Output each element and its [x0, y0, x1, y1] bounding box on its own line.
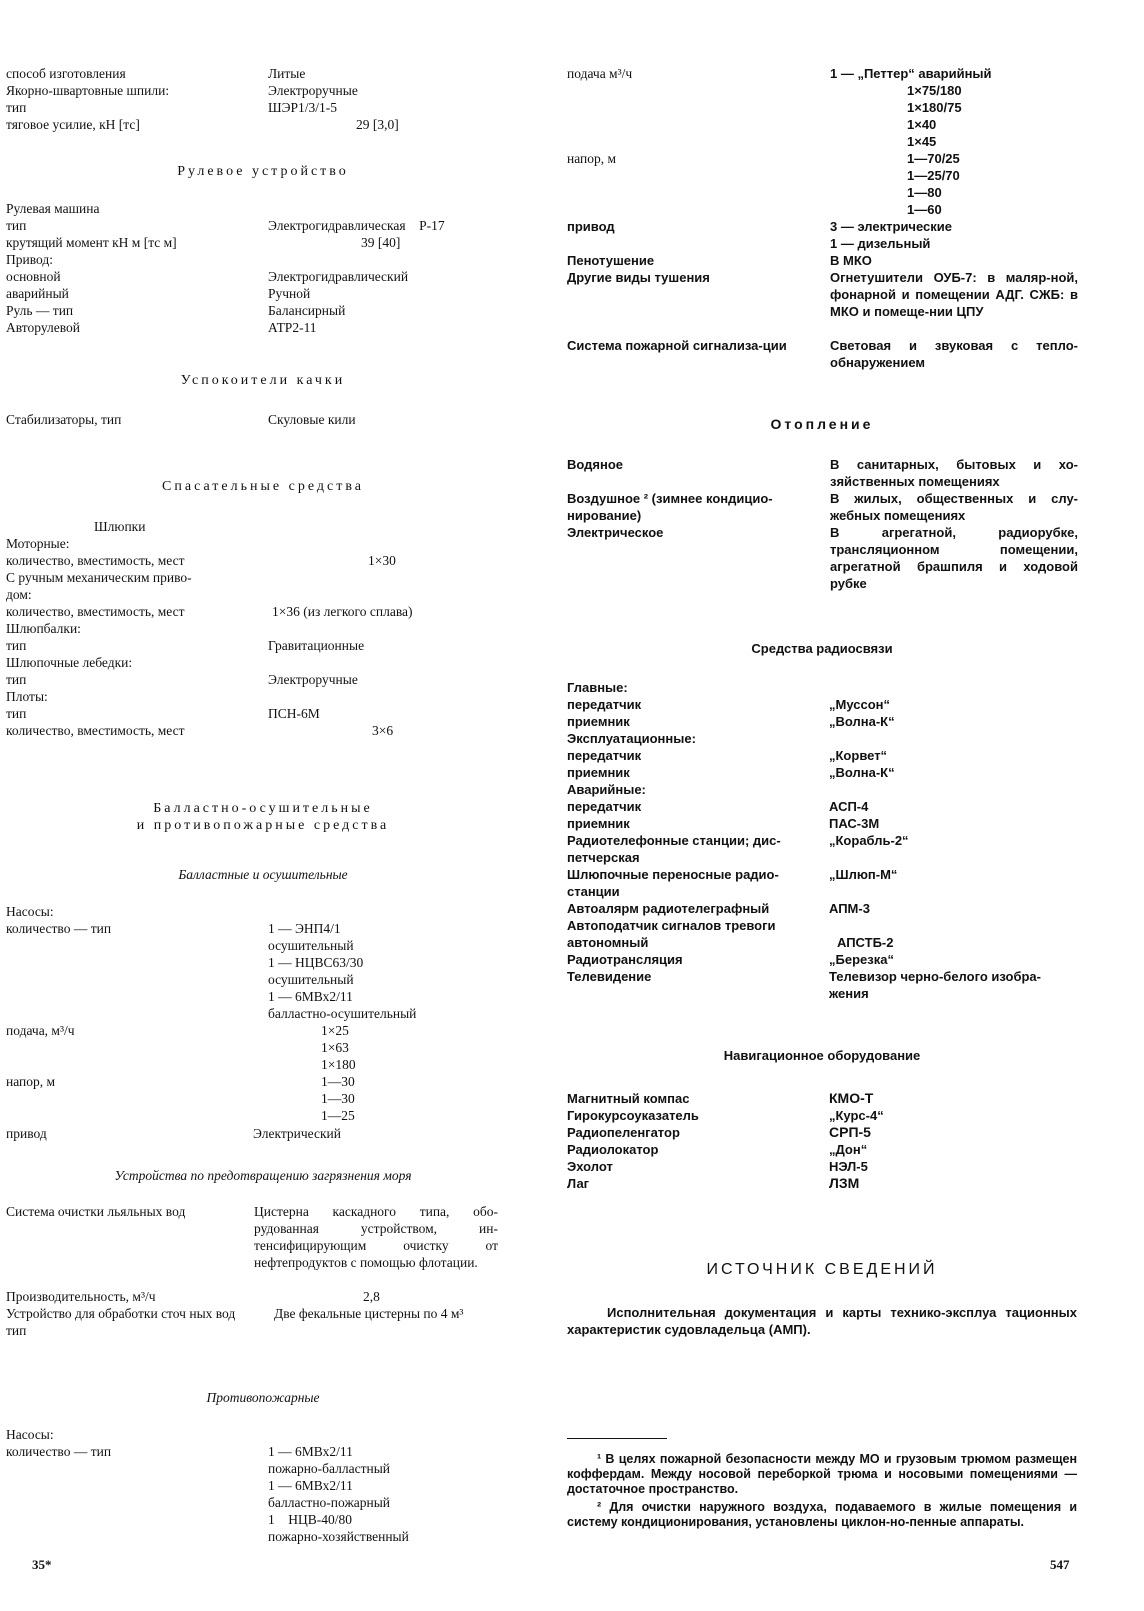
row-label: С ручным механическим приво- [6, 570, 192, 585]
supply-line: 1 — „Петтер“ аварийный [830, 66, 992, 81]
row-label: Лаг [567, 1176, 590, 1191]
row-value: Две фекальные цистерны по 4 м³ [274, 1306, 464, 1321]
row [567, 968, 1077, 985]
row-value: 1×30 [368, 553, 396, 568]
row-value: „Корвет“ [829, 748, 888, 763]
row-value: „Волна-К“ [829, 765, 895, 780]
row-value: „Волна-К“ [829, 714, 895, 729]
row [6, 319, 520, 336]
row-label: приемник [567, 816, 630, 831]
row-label: Эхолот [567, 1159, 613, 1174]
supply-line: 1×45 [907, 134, 937, 149]
row-value: Балансирный [268, 303, 346, 318]
row-value: Цистерна каскадного типа, обо-рудованная устройством, ин-тенсифицирующим очистку от нефтепродуктов с помощью флотации. [254, 1204, 498, 1270]
row-fire-supply [567, 65, 1077, 149]
row [567, 985, 1077, 1002]
pump-line: 1 — ЭНП4/1 [268, 921, 341, 936]
footnote-rule [567, 1438, 667, 1439]
section-heading-source: ИСТОЧНИК СВЕДЕНИЙ [706, 1261, 938, 1278]
row-value: 29 [3,0] [356, 117, 399, 132]
row-label: Другие виды тушения [567, 270, 710, 285]
row [6, 586, 520, 603]
pump-line: 1 — НЦВС63/30 [268, 955, 364, 970]
row [6, 552, 520, 569]
row-value: СРП-5 [829, 1124, 871, 1140]
row [6, 217, 520, 234]
page-number-right: 547 [1050, 1557, 1070, 1572]
row-label: тип [6, 672, 27, 687]
pump-line: 1 — 6МВх2/11 [268, 1478, 353, 1493]
row-label: тип [6, 638, 27, 653]
row-label: передатчик [567, 748, 642, 763]
row-sewage [6, 1305, 520, 1338]
head-line: 1—70/25 [907, 151, 960, 166]
row-value: Электроручные [268, 83, 358, 98]
pump-line: пожарно-балластный [268, 1461, 391, 1476]
row [6, 302, 520, 319]
head-line: 1—25 [321, 1108, 355, 1123]
row-foam [567, 252, 1077, 269]
row-label: Авторулевой [6, 320, 80, 335]
drive-line: 1 — дизельный [830, 236, 931, 251]
row-label: Радиотрансляция [567, 952, 683, 967]
row-label: станции [567, 884, 620, 899]
row-label: Плоты: [6, 689, 48, 704]
page-number-left: 35* [32, 1557, 52, 1572]
pump-line: 1 — 6МВх2/11 [268, 989, 353, 1004]
row [567, 490, 1078, 523]
row-manufacturing [6, 65, 520, 82]
row-label: Аварийные: [567, 782, 646, 797]
row [6, 285, 520, 302]
row-label: петчерская [567, 850, 640, 865]
row-label: тип [6, 706, 27, 721]
row-label: передатчик [567, 799, 642, 814]
footnote-2: ² Для очистки наружного воздуха, подаваемого в жилые помещения и систему кондиционирования, установлены циклон-но-пенные аппараты. [567, 1500, 1077, 1529]
row [6, 268, 520, 285]
row-capacity [6, 1288, 520, 1305]
supply-line: 1×40 [907, 117, 937, 132]
row-value: „Курс-4“ [829, 1108, 884, 1123]
row-value: КМО-Т [829, 1090, 874, 1106]
row [6, 569, 520, 586]
row [567, 696, 1077, 713]
pump-line: осушительный [268, 938, 354, 953]
row-label: привод [567, 219, 615, 234]
row-bilge [6, 1203, 520, 1270]
row-pull-force [6, 116, 520, 133]
row-label: подача, м³/ч [6, 1023, 75, 1038]
row-label: Магнитный компас [567, 1091, 690, 1106]
section-heading-ballast-2: и противопожарные средства [136, 818, 390, 833]
row [567, 883, 1077, 900]
head-line: 1—25/70 [907, 168, 960, 183]
row-label: Пенотушение [567, 253, 655, 268]
row [567, 849, 1077, 866]
row-label: тяговое усилие, кН [тс] [6, 117, 140, 132]
supply-line: 1×180/75 [907, 100, 962, 115]
row [6, 688, 520, 705]
row-ballast-drive [6, 1125, 520, 1142]
row [6, 251, 520, 268]
row-label: Производительность, м³/ч [6, 1289, 156, 1304]
row-label: Рулевая машина [6, 201, 100, 216]
row-label: Радиопеленгатор [567, 1125, 680, 1140]
row [567, 951, 1077, 968]
section-heading-lifesaving: Спасательные средства [162, 479, 364, 494]
row-label: Моторные: [6, 536, 70, 551]
row [567, 764, 1077, 781]
section-heading-heating: Отопление [770, 416, 874, 432]
row [6, 705, 520, 722]
supply-line: 1×180 [321, 1057, 356, 1072]
row-label: Главные: [567, 680, 628, 695]
row-label: тип [6, 100, 27, 115]
supply-line: 1×75/180 [907, 83, 962, 98]
row-capstans [6, 82, 520, 99]
row-value: НЭЛ-5 [829, 1159, 868, 1174]
row-value: 3×6 [372, 723, 394, 738]
row-label: Система очистки льяльных вод [6, 1204, 186, 1219]
row-value: „Березка“ [829, 952, 894, 967]
row [567, 781, 1077, 798]
row [567, 524, 1078, 591]
row-label: автономный [567, 935, 649, 950]
row-label: Насосы: [6, 1427, 54, 1442]
row-label: количество, вместимость, мест [6, 723, 185, 738]
row-ballast-supply [6, 1022, 520, 1072]
pump-line: балластно-осушительный [268, 1006, 417, 1021]
row-label: Устройство для обработки сточ ных вод тип [6, 1306, 236, 1338]
row [6, 1426, 520, 1443]
row-label: Автоподатчик сигналов тревоги [567, 918, 776, 933]
row-label: основной [6, 269, 61, 284]
row-other-extinguishing [567, 269, 1078, 319]
row [567, 798, 1077, 815]
row-value: Литые [268, 66, 306, 81]
row-value: 1×36 (из легкого сплава) [272, 604, 413, 619]
row-label: аварийный [6, 286, 69, 301]
row-label: Привод: [6, 252, 53, 267]
source-text: Исполнительная документация и карты технико-эксплуа тационных характеристик судовладельца (АМП). [567, 1305, 1077, 1337]
row-value: Огнетушители ОУБ-7: в маляр-ной, фонарной и помещении АДГ. СЖБ: в МКО и помеще-нии ЦПУ [830, 270, 1078, 319]
row-value: ШЭР1/3/1-5 [268, 100, 338, 115]
pump-line: 1 — 6МВх2/11 [268, 1444, 353, 1459]
row [6, 620, 520, 637]
row-fire-pumps [6, 1443, 520, 1544]
row [567, 1141, 1077, 1158]
row [567, 900, 1077, 917]
row-label: Шлюпочные переносные радио- [567, 867, 779, 882]
row-label: Якорно-швартовные шпили: [6, 83, 170, 98]
row-label: Водяное [567, 457, 624, 472]
row [567, 456, 1078, 489]
head-line: 1—60 [907, 202, 942, 217]
row-label: Воздушное ² (зимнее кондицио-нирование) [567, 491, 773, 523]
subheading-fire: Противопожарные [206, 1390, 320, 1405]
row-label: тип [6, 218, 27, 233]
row-value: Телевизор черно-белого изобра- [829, 969, 1041, 984]
head-line: 1—30 [321, 1074, 355, 1089]
row [6, 234, 520, 251]
row-label: Радиотелефонные станции; дис- [567, 833, 781, 848]
row [567, 1158, 1077, 1175]
row [6, 603, 520, 620]
row-value: В агрегатной, радиорубке, трансляционном помещении, агрегатной брашпиля и ходовой рубке [830, 525, 1078, 591]
row-label: дом: [6, 587, 32, 602]
row-value: „Шлюп-М“ [829, 867, 898, 882]
row-value: Скуловые кили [268, 412, 356, 427]
row [6, 200, 520, 217]
row-label: приемник [567, 765, 630, 780]
row-fire-alarm [567, 337, 1078, 370]
row-value: АТР2-11 [268, 320, 317, 335]
row-value: Гравитационные [268, 638, 365, 653]
subheading: Шлюпки [94, 519, 146, 534]
pump-line: осушительный [268, 972, 354, 987]
row-value: ЛЗМ [829, 1175, 860, 1191]
row-label: Телевидение [567, 969, 652, 984]
row-label: приемник [567, 714, 630, 729]
row-value: жения [829, 986, 869, 1001]
row-label: подача м³/ч [567, 66, 633, 81]
row-ballast-pumps [6, 920, 520, 1021]
row [567, 866, 1077, 883]
row-label: Электрическое [567, 525, 664, 540]
row-label: Система пожарной сигнализа-ции [567, 338, 787, 353]
section-heading-ballast-1: Балластно-осушительные [153, 801, 373, 816]
row-label: количество, вместимость, мест [6, 604, 185, 619]
row [567, 934, 1077, 951]
subheading-boats [6, 518, 520, 535]
row-value: „Муссон“ [829, 697, 890, 712]
row [567, 1175, 1077, 1192]
row-value: В МКО [830, 253, 872, 268]
row [6, 411, 520, 428]
pump-line: пожарно-хозяйственный [268, 1529, 409, 1544]
row [567, 747, 1077, 764]
row-value: В санитарных, бытовых и хо-зяйственных помещениях [830, 457, 1078, 489]
row-value: ПСН-6М [268, 706, 320, 721]
section-heading-navigation: Навигационное оборудование [723, 1048, 921, 1063]
row-label: Шлюпбалки: [6, 621, 81, 636]
row-value: В жилых, общественных и слу-жебных помещениях [830, 491, 1078, 523]
row [567, 730, 1077, 747]
row-value: Электрогидравлический [268, 269, 409, 284]
row [6, 654, 520, 671]
footnote-1: ¹ В целях пожарной безопасности между МО и грузовым трюмом размещен коффердам. Между носовой переборкой трюма и носовыми помещениями — достаточное пространство. [567, 1452, 1077, 1496]
supply-line: 1×25 [321, 1023, 349, 1038]
row-value: 39 [40] [361, 235, 401, 250]
row-label: Автоалярм радиотелеграфный [567, 901, 770, 916]
subheading-pollution: Устройства по предотвращению загрязнения моря [114, 1168, 412, 1183]
section-heading-steering: Рулевое устройство [177, 164, 349, 179]
head-line: 1—30 [321, 1091, 355, 1106]
row-value: Ручной [268, 286, 311, 301]
row-value: АПМ-3 [829, 901, 870, 916]
row-label: Эксплуатационные: [567, 731, 696, 746]
row-label: количество — тип [6, 921, 112, 936]
pump-line: балластно-пожарный [268, 1495, 391, 1510]
row [6, 903, 520, 920]
row-label: Гирокурсоуказатель [567, 1108, 699, 1123]
row-value: „Дон“ [829, 1142, 868, 1157]
row-value: „Корабль-2“ [829, 833, 909, 848]
row [6, 637, 520, 654]
row-label: способ изготовления [6, 66, 126, 81]
row [567, 815, 1077, 832]
row-label: крутящий момент кН м [тс м] [6, 235, 177, 250]
section-heading-stabilizers: Успокоители качки [180, 373, 346, 388]
row [567, 1124, 1077, 1141]
row-label: количество, вместимость, мест [6, 553, 185, 568]
section-heading-radio: Средства радиосвязи [751, 641, 893, 656]
head-line: 1—80 [907, 185, 942, 200]
row [6, 535, 520, 552]
row-label: передатчик [567, 697, 642, 712]
row-value: Электроручные [268, 672, 358, 687]
row [567, 713, 1077, 730]
row-capstan-type [6, 99, 520, 116]
row-label: Шлюпочные лебедки: [6, 655, 133, 670]
subheading-ballast: Балластные и осушительные [178, 867, 348, 882]
row-label: Руль — тип [6, 303, 74, 318]
row [567, 832, 1077, 849]
drive-line: 3 — электрические [830, 219, 952, 234]
row-label: Стабилизаторы, тип [6, 412, 122, 427]
row-fire-head [567, 150, 1077, 217]
row-value: Электрический [253, 1126, 342, 1141]
row-label: Насосы: [6, 904, 54, 919]
row [567, 1090, 1077, 1107]
supply-line: 1×63 [321, 1040, 349, 1055]
row-value: 2,8 [363, 1289, 380, 1304]
row [567, 917, 1077, 934]
pump-line: 1 НЦВ-40/80 [268, 1512, 352, 1527]
row-label: напор, м [567, 151, 617, 166]
row [6, 671, 520, 688]
row-label: напор, м [6, 1074, 56, 1089]
row [567, 1107, 1077, 1124]
row-value: АСП-4 [829, 799, 869, 814]
row-fire-drive [567, 218, 1077, 251]
row-value: Световая и звуковая с тепло-обнаружением [830, 338, 1078, 370]
row-label: количество — тип [6, 1444, 112, 1459]
row-value: Электрогидравлическая Р-17 [268, 218, 445, 233]
row-label: привод [6, 1126, 47, 1141]
row-ballast-head [6, 1073, 520, 1123]
row [6, 722, 520, 739]
row [567, 679, 1077, 696]
row-label: Радиолокатор [567, 1142, 659, 1157]
row-value: ПАС-3М [829, 816, 880, 831]
row-value: АПСТБ-2 [837, 935, 894, 950]
